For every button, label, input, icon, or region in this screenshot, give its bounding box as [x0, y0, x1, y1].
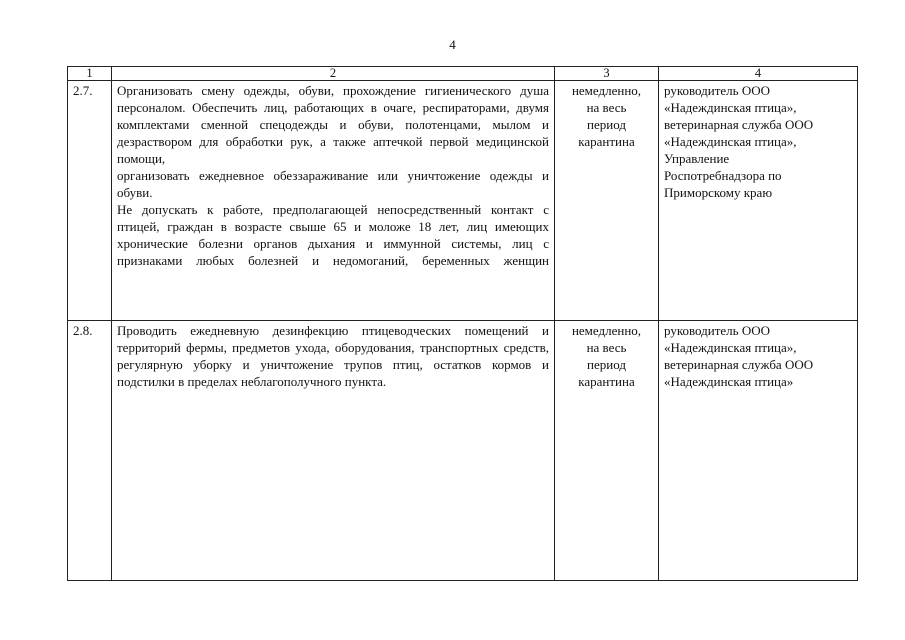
row-number: 2.7. [68, 81, 112, 321]
responsible-line: «Надеждинская птица», [664, 134, 797, 149]
table-row [68, 321, 858, 581]
header-cell-2: 2 [112, 67, 555, 81]
row-number: 2.8. [68, 321, 112, 581]
action-cell [112, 321, 555, 581]
action-paragraph: Не допускать к работе, предполагающей непосредственный контакт с птицей, граждан в возрасте свыше 65 и моложе 18 лет, лиц имеющих хронические болезни органов дыхания и иммунной системы, лиц с признаками любых болезней и недомоганий, беременных женщин [117, 202, 549, 268]
table-header-row [68, 67, 858, 81]
deadline-line: карантина [578, 134, 635, 149]
page-number: 4 [449, 37, 456, 52]
responsible-cell [659, 81, 858, 321]
table-row [68, 81, 858, 321]
action-cell [112, 81, 555, 321]
responsible-line: руководитель ООО [664, 83, 771, 98]
deadline-line: период [587, 117, 626, 132]
responsible-line: ветеринарная служба ООО [664, 117, 814, 132]
deadline-line: немедленно, [571, 323, 642, 338]
deadline-cell [555, 321, 659, 581]
measures-table [67, 66, 858, 581]
deadline-line: на весь [586, 100, 627, 115]
header-cell-3: 3 [555, 67, 659, 81]
deadline-cell [555, 81, 659, 321]
deadline-line: на весь [586, 340, 627, 355]
deadline-line: немедленно, [571, 83, 642, 98]
action-paragraph: Организовать смену одежды, обуви, прохождение гигиенического душа персоналом. Обеспечить лиц, работающих в очаге, респираторами, двумя комплектами сменной спецодежды и обуви, полотенцами, мылом и дезраствором для обработки рук, а также аптечкой первой медицинской помощи, [117, 83, 549, 166]
responsible-line: «Надеждинская птица» [664, 374, 794, 389]
responsible-line: «Надеждинская птица», [664, 100, 797, 115]
responsible-line: руководитель ООО [664, 323, 771, 338]
responsible-line: ветеринарная служба ООО [664, 357, 814, 372]
deadline-line: карантина [578, 374, 635, 389]
responsible-line: «Надеждинская птица», [664, 340, 797, 355]
header-cell-1: 1 [68, 67, 112, 81]
responsible-line: Приморскому краю [664, 185, 773, 200]
responsible-cell [659, 321, 858, 581]
action-paragraph: организовать ежедневное обеззараживание или уничтожение одежды и обуви. [117, 168, 549, 200]
deadline-line: период [587, 357, 626, 372]
responsible-line: Управление [664, 151, 730, 166]
action-paragraph: Проводить ежедневную дезинфекцию птицеводческих помещений и территорий фермы, предметов ухода, оборудования, транспортных средств, регулярную уборку и уничтожение трупов птиц, остатков кормов и подстилки в пределах неблагополучного пункта. [117, 323, 549, 389]
responsible-line: Роспотребнадзора по [664, 168, 782, 183]
header-cell-4: 4 [659, 67, 858, 81]
